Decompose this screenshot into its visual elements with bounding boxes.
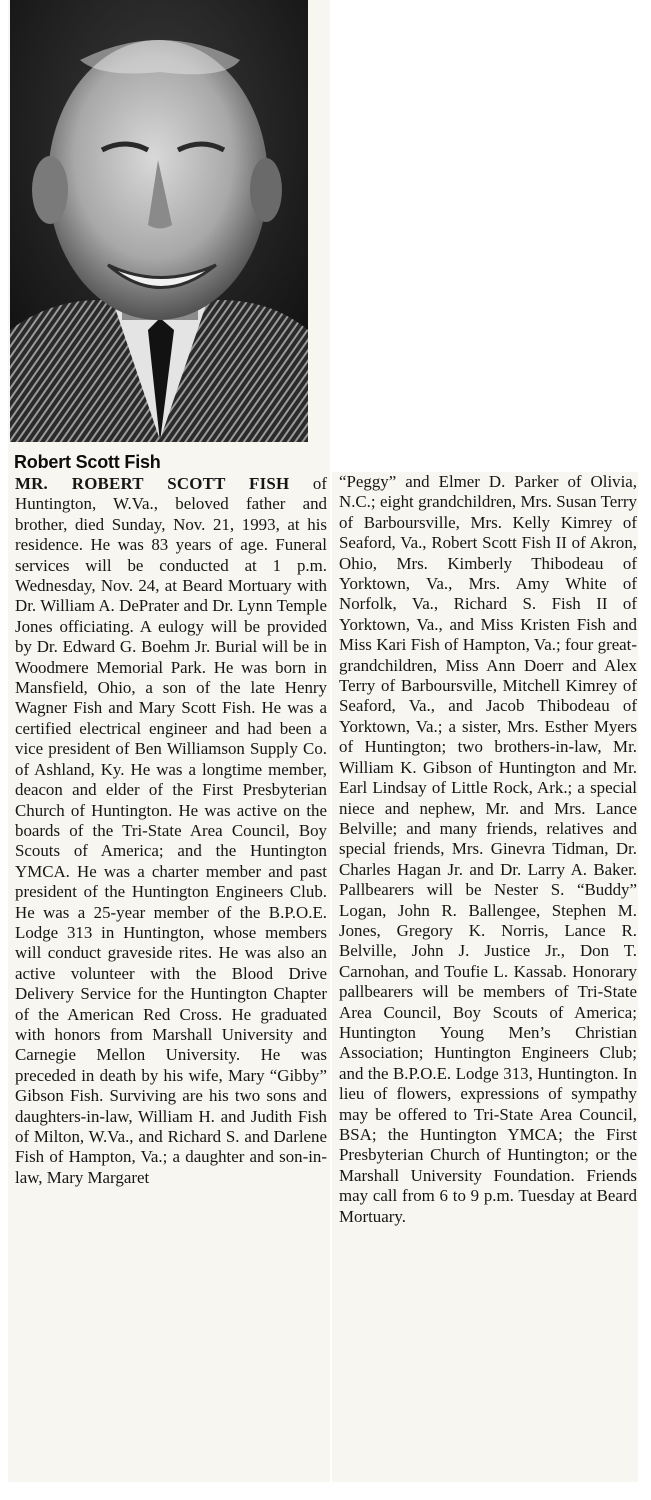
obituary-text-left: of Huntington, W.Va., beloved father and brother, died Sunday, Nov. 21, 1993, at his residence. He was 83 years of age. Funeral services will be conducted at 1 p.m. Wednesday, Nov. 24, at Beard Mortuary with Dr. William A. DePrater and Dr. Lynn Temple Jones officiating. A eulogy will be provided by Dr. Edward G. Boehm Jr. Burial will be in Woodmere Memorial Park. He was born in Mansfield, Ohio, a son of the late Henry Wagner Fish and Mary Scott Fish. He was a certified electrical engineer and had been a vice president of Ben Williamson Supply Co. of Ashland, Ky. He was a longtime member, deacon and elder of the First Presbyterian Church of Huntington. He was active on the boards of the Tri-State Area Council, Boy Scouts of America; and the Huntington YMCA. He was a charter member and past president of the Huntington Engineers Club. He was a 25-year member of the B.P.O.E. Lodge 313 in Huntington, whose members will conduct graveside rites. He was also an active volunteer with the Blood Drive Delivery Service for the Huntington Chapter of the American Red Cross. He graduated with honors from Marshall University and Carnegie Mellon University. He was preceded in death by his wife, Mary “Gibby” Gibson Fish. Surviving are his two sons and daughters-in-law, William H. and Judith Fish of Milton, W.Va., and Richard S. and Darlene Fish of Hampton, Va.; a daughter and son-in-law, Mary Margaret — [15, 474, 328, 1187]
obituary-headline: Robert Scott Fish — [14, 452, 161, 472]
obituary-column-left — [15, 474, 327, 1188]
deceased-name-lead: MR. ROBERT SCOTT FISH — [15, 474, 290, 493]
portrait-illustration — [10, 0, 308, 442]
portrait-photo — [10, 0, 308, 442]
obituary-column-right — [339, 472, 637, 1227]
obituary-text-right: “Peggy” and Elmer D. Parker of Olivia, N.C.; eight grandchildren, Mrs. Susan Terry of Barboursville, Mrs. Kelly Kimrey of Seaford, Va., Robert Scott Fish II of Akron, Ohio, Mrs. Kimberly Thibodeau of Yorktown, Va., Mrs. Amy White of Norfolk, Va., Richard S. Fish II of Yorktown, Va., and Miss Kristen Fish and Miss Kari Fish of Hampton, Va.; four great-grandchildren, Miss Ann Doerr and Alex Terry of Barboursville, Mitchell Kimrey of Seaford, Va., and Jacob Thibodeau of Yorktown, Va.; a sister, Mrs. Esther Myers of Huntington; two brothers-in-law, Mr. William K. Gibson of Huntington and Mr. Earl Lindsay of Little Rock, Ark.; a special niece and nephew, Mr. and Mrs. Lance Belville; and many friends, relatives and special friends, Mrs. Ginevra Tidman, Dr. Charles Hagan Jr. and Dr. Larry A. Baker. Pallbearers will be Nester S. “Buddy” Logan, John R. Ballengee, Stephen M. Jones, Gregory K. Norris, Lance R. Belville, John J. Justice Jr., Don T. Carnohan, and Toufie L. Kassab. Honorary pallbearers will be members of Tri-State Area Council, Boy Scouts of America; Huntington Young Men’s Christian Association; Huntington Engineers Club; and the B.P.O.E. Lodge 313, Huntington. In lieu of flowers, expressions of sympathy may be offered to Tri-State Area Council, BSA; the Huntington YMCA; the First Presbyterian Church of Huntington; or the Marshall University Foundation. Friends may call from 6 to 9 p.m. Tuesday at Beard Mortuary. — [339, 472, 637, 1226]
